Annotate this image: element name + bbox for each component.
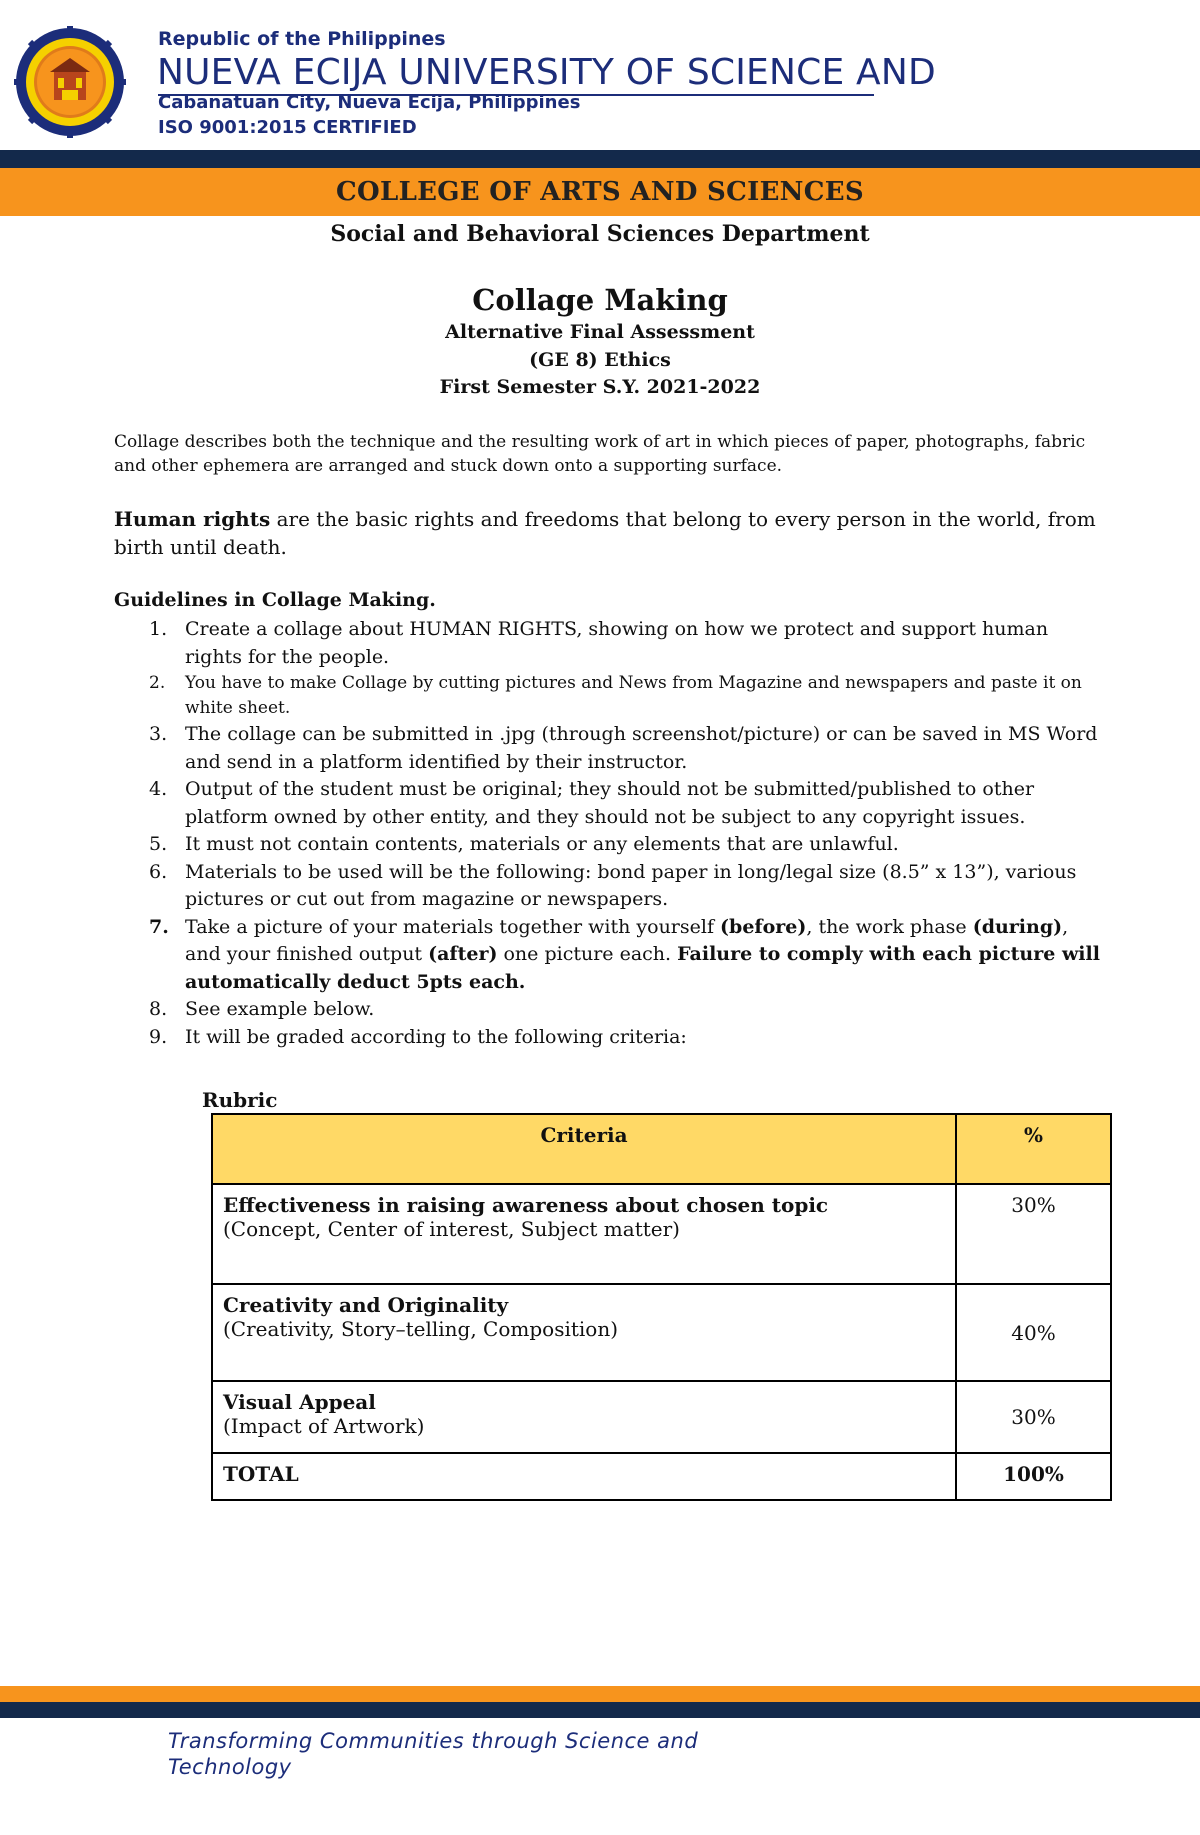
text-run: Take a picture of your materials together with yourself [185,915,721,938]
list-item-number: 5. [149,833,168,855]
university-location: Cabanatuan City, Nueva Ecija, Philippines [158,92,581,113]
list-item-text: Create a collage about HUMAN RIGHTS, showing on how we protect and support human rights for the people. [185,618,1049,668]
text-run-bold: (after) [428,943,498,965]
list-item-number: 8. [149,998,168,1020]
text-run: , the work phase [806,915,973,938]
subtitle-semester: First Semester S.Y. 2021-2022 [439,376,761,398]
percent-cell: 30% [956,1381,1111,1453]
percent-cell: 40% [956,1284,1111,1381]
column-header-percent: % [956,1114,1111,1184]
criteria-detail: (Impact of Artwork) [223,1414,425,1438]
list-item [114,616,1104,671]
republic-text: Republic of the Philippines [158,28,446,50]
column-header-criteria: Criteria [212,1114,956,1184]
list-item [114,831,1104,859]
table-row [212,1184,1111,1284]
table-row [212,1381,1111,1453]
subtitle-assessment: Alternative Final Assessment [445,321,755,343]
total-row [212,1453,1111,1500]
list-item [114,776,1104,831]
criteria-cell [212,1184,956,1284]
total-label: TOTAL [212,1453,956,1500]
rubric-label: Rubric [202,1088,278,1112]
list-item-number: 9. [149,1025,168,1048]
human-rights-term: Human rights [114,507,271,531]
guidelines-title: Guidelines in Collage Making. [114,589,436,611]
text-run-bold: (during) [972,915,1063,938]
criteria-cell [212,1284,956,1381]
human-rights-definition [114,505,1104,561]
table-header-row [212,1114,1111,1184]
list-item-text: It must not contain contents, materials or any elements that are unlawful. [185,833,899,855]
criteria-cell [212,1381,956,1453]
criteria-name: Creativity and Originality [223,1293,509,1317]
list-item-text [185,916,1100,993]
list-item [114,914,1104,997]
document-title: Collage Making [472,283,728,317]
list-item-text: See example below. [185,998,375,1020]
collage-definition: Collage describes both the technique and the resulting work of art in which pieces of paper, photographs, fabric and other ephemera are arranged and stuck down onto a supporting surface. [114,432,1086,476]
subtitle-course: (GE 8) Ethics [529,349,671,371]
university-motto [168,1728,808,1780]
list-item-number: 4. [149,778,168,800]
text-run-bold: (before) [720,915,807,938]
list-item-text: The collage can be submitted in .jpg (through screenshot/picture) or can be saved in MS Word and send in a platform identified by their instructor. [185,723,1098,773]
list-item-number: 7. [149,915,169,938]
footer-navy-band [0,1702,1200,1718]
list-item [114,721,1104,776]
list-item [114,671,1104,721]
rubric-table [211,1113,1112,1501]
list-item-text: It will be graded according to the following criteria: [185,1025,687,1048]
header-navy-band [0,150,1200,168]
criteria-name: Effectiveness in raising awareness about chosen topic [223,1193,829,1217]
college-name: COLLEGE OF ARTS AND SCIENCES [336,177,864,207]
list-item-number: 1. [149,618,168,640]
university-name: NUEVA ECIJA UNIVERSITY OF SCIENCE AND [157,52,936,93]
guidelines-list [114,616,1104,1051]
list-item-number: 6. [149,860,168,883]
percent-cell: 30% [956,1184,1111,1284]
text-run: one picture each. [497,943,678,965]
iso-certification: ISO 9001:2015 CERTIFIED [158,117,417,138]
list-item-number: 3. [149,723,168,745]
motto-line-2: Technology [168,1755,292,1779]
university-seal-icon [14,26,126,138]
footer-orange-band [0,1686,1200,1702]
human-rights-definition-text: are the basic rights and freedoms that belong to every person in the world, from birth until death. [114,507,1096,559]
list-item-text: Output of the student must be original; they should not be submitted/published to other platform owned by other entity, and they should not be subject to any copyright issues. [185,778,1035,828]
list-item [114,1024,1104,1052]
table-row [212,1284,1111,1381]
list-item [114,859,1104,914]
department-name: Social and Behavioral Sciences Department [330,221,870,247]
list-item-number: 2. [149,673,166,693]
total-percent: 100% [956,1453,1111,1500]
text-run: , and your finished output [185,915,1069,965]
criteria-detail: (Creativity, Story–telling, Composition) [223,1317,619,1341]
list-item [114,996,1104,1024]
motto-line-1: Transforming Communities through Science and [168,1729,699,1753]
list-item-text: Materials to be used will be the following: bond paper in long/legal size (8.5” x 13”), various pictures or cut out from magazine or newspapers. [185,860,1077,910]
list-item-text: You have to make Collage by cutting pictures and News from Magazine and newspapers and paste it on white sheet. [185,673,1082,718]
text-run-bold: Failure to comply with each picture will automatically deduct 5pts each. [185,943,1100,993]
criteria-detail: (Concept, Center of interest, Subject matter) [223,1217,680,1241]
criteria-name: Visual Appeal [223,1390,376,1414]
